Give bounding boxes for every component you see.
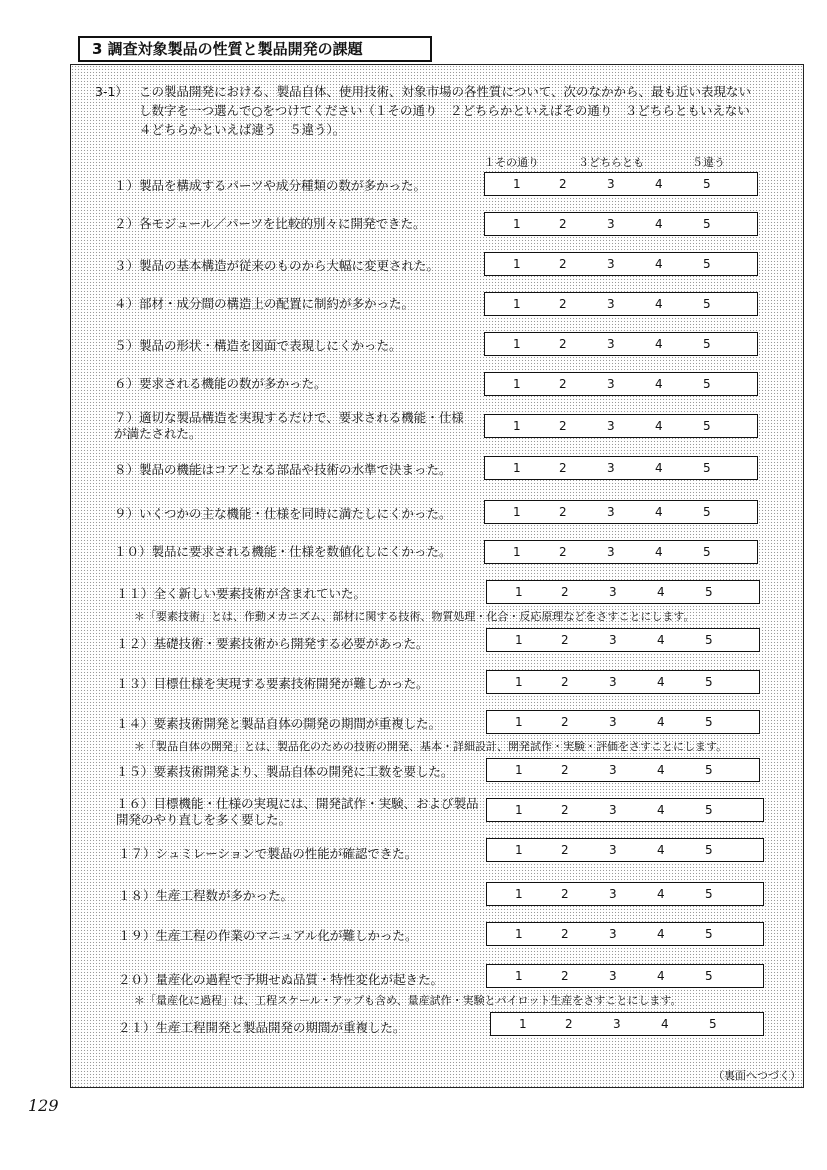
question-5-text: ５）製品の形状・構造を図面で表現しにくかった。 (114, 338, 402, 353)
question-8-text: ８）製品の機能はコアとなる部品や技術の水準で決まった。 (114, 462, 452, 477)
choice-3-option[interactable]: 3 (607, 419, 615, 433)
choice-1-option[interactable]: 1 (515, 715, 523, 729)
question-1-text: １）製品を構成するパーツや成分種類の数が多かった。 (114, 178, 427, 193)
continued-footer: （裏面へつづく） (713, 1069, 801, 1082)
question-8-scale (484, 456, 758, 480)
choice-5-option[interactable]: 5 (703, 297, 711, 311)
choice-3-option[interactable]: 3 (609, 803, 617, 817)
choice-3-option[interactable]: 3 (607, 505, 615, 519)
choice-4-option[interactable]: 4 (655, 337, 663, 351)
choice-1-option[interactable]: 1 (513, 545, 521, 559)
question-15-text: １５）要素技術開発より、製品自体の開発に工数を要した。 (116, 764, 454, 779)
question-17-scale (486, 838, 764, 862)
choice-1-option[interactable]: 1 (513, 297, 521, 311)
choice-2-option[interactable]: 2 (559, 505, 567, 519)
choice-1-option[interactable]: 1 (513, 257, 521, 271)
choice-2-option[interactable]: 2 (559, 297, 567, 311)
question-9-text: ９）いくつかの主な機能・仕様を同時に満たしにくかった。 (114, 506, 452, 521)
scale-label-1: １その通り (484, 156, 539, 169)
question-1-scale (484, 172, 758, 196)
question-11-scale (486, 580, 760, 604)
choice-5-option[interactable]: 5 (703, 217, 711, 231)
choice-3-option[interactable]: 3 (607, 545, 615, 559)
choice-4-option[interactable]: 4 (655, 217, 663, 231)
choice-4-option[interactable]: 4 (657, 633, 665, 647)
choice-1-option[interactable]: 1 (515, 585, 523, 599)
choice-2-option[interactable]: 2 (559, 461, 567, 475)
choice-2-option[interactable]: 2 (559, 177, 567, 191)
choice-2-option[interactable]: 2 (561, 633, 569, 647)
choice-3-option[interactable]: 3 (609, 675, 617, 689)
choice-5-option[interactable]: 5 (703, 177, 711, 191)
choice-5-option[interactable]: 5 (705, 969, 713, 983)
choice-1-option[interactable]: 1 (519, 1017, 527, 1031)
choice-5-option[interactable]: 5 (703, 419, 711, 433)
choice-4-option[interactable]: 4 (655, 177, 663, 191)
choice-5-option[interactable]: 5 (705, 843, 713, 857)
choice-2-option[interactable]: 2 (561, 715, 569, 729)
choice-4-option[interactable]: 4 (661, 1017, 669, 1031)
choice-2-option[interactable]: 2 (565, 1017, 573, 1031)
choice-2-option[interactable]: 2 (561, 585, 569, 599)
choice-5-option[interactable]: 5 (705, 887, 713, 901)
choice-1-option[interactable]: 1 (515, 843, 523, 857)
choice-4-option[interactable]: 4 (657, 843, 665, 857)
question-12-scale (486, 628, 760, 652)
question-2-text: ２）各モジュール／パーツを比較的別々に開発できた。 (114, 216, 426, 231)
choice-3-option[interactable]: 3 (607, 297, 615, 311)
choice-1-option[interactable]: 1 (515, 675, 523, 689)
question-4-text: ４）部材・成分間の構造上の配置に制約が多かった。 (114, 296, 415, 311)
choice-4-option[interactable]: 4 (655, 505, 663, 519)
question-6-text: ６）要求される機能の数が多かった。 (114, 376, 327, 391)
question-3-text: ３）製品の基本構造が従来のものから大幅に変更された。 (114, 258, 440, 273)
question-14-text: １４）要素技術開発と製品自体の開発の期間が重複した。 (116, 716, 442, 731)
question-13-text: １３）目標仕様を実現する要素技術開発が難しかった。 (116, 676, 429, 691)
question-15-scale (486, 758, 760, 782)
choice-1-option[interactable]: 1 (513, 177, 521, 191)
choice-3-option[interactable]: 3 (609, 633, 617, 647)
choice-1-option[interactable]: 1 (515, 887, 523, 901)
question-4-scale (484, 292, 758, 316)
question-18-text: １８）生産工程数が多かった。 (118, 888, 294, 903)
question-11-text: １１）全く新しい要素技術が含まれていた。 (116, 586, 367, 601)
section-title: 3 調査対象製品の性質と製品開発の課題 (78, 36, 432, 62)
choice-2-option[interactable]: 2 (559, 217, 567, 231)
choice-4-option[interactable]: 4 (657, 675, 665, 689)
choice-5-option[interactable]: 5 (703, 545, 711, 559)
question-2-scale (484, 212, 758, 236)
choice-1-option[interactable]: 1 (515, 803, 523, 817)
choice-4-option[interactable]: 4 (655, 377, 663, 391)
choice-1-option[interactable]: 1 (515, 927, 523, 941)
question-10-text: １０）製品に要求される機能・仕様を数値化しにくかった。 (114, 544, 452, 559)
question-6-scale (484, 372, 758, 396)
choice-4-option[interactable]: 4 (657, 803, 665, 817)
choice-4-option[interactable]: 4 (655, 419, 663, 433)
choice-3-option[interactable]: 3 (607, 257, 615, 271)
choice-2-option[interactable]: 2 (561, 803, 569, 817)
choice-2-option[interactable]: 2 (559, 545, 567, 559)
choice-2-option[interactable]: 2 (561, 887, 569, 901)
choice-2-option[interactable]: 2 (561, 969, 569, 983)
question-20-scale (486, 964, 764, 988)
choice-2-option[interactable]: 2 (561, 843, 569, 857)
question-18-scale (486, 882, 764, 906)
choice-3-option[interactable]: 3 (609, 715, 617, 729)
question-19-scale (486, 922, 764, 946)
choice-3-option[interactable]: 3 (607, 377, 615, 391)
choice-5-option[interactable]: 5 (703, 377, 711, 391)
choice-3-option[interactable]: 3 (613, 1017, 621, 1031)
question-20-text: ２０）量産化の過程で予期せぬ品質・特性変化が起きた。 (118, 972, 444, 987)
choice-4-option[interactable]: 4 (655, 297, 663, 311)
choice-3-option[interactable]: 3 (609, 927, 617, 941)
intro-number: 3-1） (95, 84, 128, 99)
question-12-text: １２）基礎技術・要素技術から開発する必要があった。 (116, 636, 429, 651)
question-21-text: ２１）生産工程開発と製品開発の期間が重複した。 (118, 1020, 406, 1035)
choice-5-option[interactable]: 5 (705, 633, 713, 647)
scale-label-5: ５違う (692, 156, 725, 169)
question-7-scale (484, 414, 758, 438)
choice-4-option[interactable]: 4 (655, 257, 663, 271)
choice-2-option[interactable]: 2 (559, 377, 567, 391)
choice-3-option[interactable]: 3 (609, 887, 617, 901)
question-3-scale (484, 252, 758, 276)
choice-2-option[interactable]: 2 (561, 927, 569, 941)
choice-3-option[interactable]: 3 (607, 177, 615, 191)
choice-1-option[interactable]: 1 (513, 419, 521, 433)
choice-5-option[interactable]: 5 (705, 675, 713, 689)
scale-label-3: ３どちらとも (578, 156, 644, 169)
choice-4-option[interactable]: 4 (657, 927, 665, 941)
question-7-text: ７）適切な製品構造を実現するだけで、要求される機能・仕様が満たされた。 (114, 410, 464, 441)
choice-3-option[interactable]: 3 (607, 337, 615, 351)
choice-4-option[interactable]: 4 (657, 585, 665, 599)
choice-3-option[interactable]: 3 (609, 843, 617, 857)
choice-3-option[interactable]: 3 (607, 217, 615, 231)
choice-3-option[interactable]: 3 (609, 969, 617, 983)
choice-5-option[interactable]: 5 (705, 715, 713, 729)
choice-2-option[interactable]: 2 (559, 419, 567, 433)
choice-2-option[interactable]: 2 (559, 337, 567, 351)
choice-5-option[interactable]: 5 (709, 1017, 717, 1031)
question-21-scale (490, 1012, 764, 1036)
question-10-scale (484, 540, 758, 564)
choice-4-option[interactable]: 4 (657, 969, 665, 983)
choice-5-option[interactable]: 5 (705, 803, 713, 817)
choice-1-option[interactable]: 1 (515, 763, 523, 777)
choice-4-option[interactable]: 4 (657, 715, 665, 729)
choice-5-option[interactable]: 5 (703, 337, 711, 351)
choice-1-option[interactable]: 1 (513, 505, 521, 519)
choice-1-option[interactable]: 1 (513, 377, 521, 391)
choice-3-option[interactable]: 3 (609, 585, 617, 599)
question-14-scale (486, 710, 760, 734)
note-element-tech: ＊「要素技術」とは、作動メカニズム、部材に関する技術、物質処理・化合・反応原理などをさすことにします。 (134, 610, 695, 623)
note-mass-production: ＊「量産化に過程」は、工程スケール・アップも含め、量産試作・実験とパイロット生産をさすことにします。 (134, 994, 682, 1007)
choice-4-option[interactable]: 4 (655, 461, 663, 475)
choice-5-option[interactable]: 5 (705, 763, 713, 777)
choice-2-option[interactable]: 2 (559, 257, 567, 271)
choice-3-option[interactable]: 3 (609, 763, 617, 777)
choice-3-option[interactable]: 3 (607, 461, 615, 475)
question-19-text: １９）生産工程の作業のマニュアル化が難しかった。 (118, 928, 418, 943)
choice-2-option[interactable]: 2 (561, 763, 569, 777)
choice-5-option[interactable]: 5 (703, 505, 711, 519)
choice-1-option[interactable]: 1 (513, 337, 521, 351)
page-number: 129 (28, 1096, 59, 1115)
choice-1-option[interactable]: 1 (513, 217, 521, 231)
note-product-dev: ＊「製品自体の開発」とは、製品化のための技術の開発、基本・詳細設計、開発試作・実験・評価をさすことにします。 (134, 740, 728, 753)
choice-1-option[interactable]: 1 (513, 461, 521, 475)
choice-4-option[interactable]: 4 (655, 545, 663, 559)
intro-text: この製品開発における、製品自体、使用技術、対象市場の各性質について、次のなかから、最も近い表現ないし数字を一つ選んで○をつけてください（１その通り ２どちらかといえばその通り ３どちらともいえない ４どちらかといえば違う ５違う）。 (139, 84, 763, 137)
choice-5-option[interactable]: 5 (703, 461, 711, 475)
choice-1-option[interactable]: 1 (515, 633, 523, 647)
question-16-text: １６）目標機能・仕様の実現には、開発試作・実験、および製品開発のやり直しを多く要した。 (116, 796, 479, 827)
choice-4-option[interactable]: 4 (657, 887, 665, 901)
choice-5-option[interactable]: 5 (703, 257, 711, 271)
question-16-scale (486, 798, 764, 822)
question-9-scale (484, 500, 758, 524)
choice-1-option[interactable]: 1 (515, 969, 523, 983)
question-17-text: １７）シュミレーションで製品の性能が確認できた。 (118, 846, 418, 861)
choice-5-option[interactable]: 5 (705, 927, 713, 941)
question-5-scale (484, 332, 758, 356)
choice-4-option[interactable]: 4 (657, 763, 665, 777)
question-13-scale (486, 670, 760, 694)
choice-5-option[interactable]: 5 (705, 585, 713, 599)
choice-2-option[interactable]: 2 (561, 675, 569, 689)
